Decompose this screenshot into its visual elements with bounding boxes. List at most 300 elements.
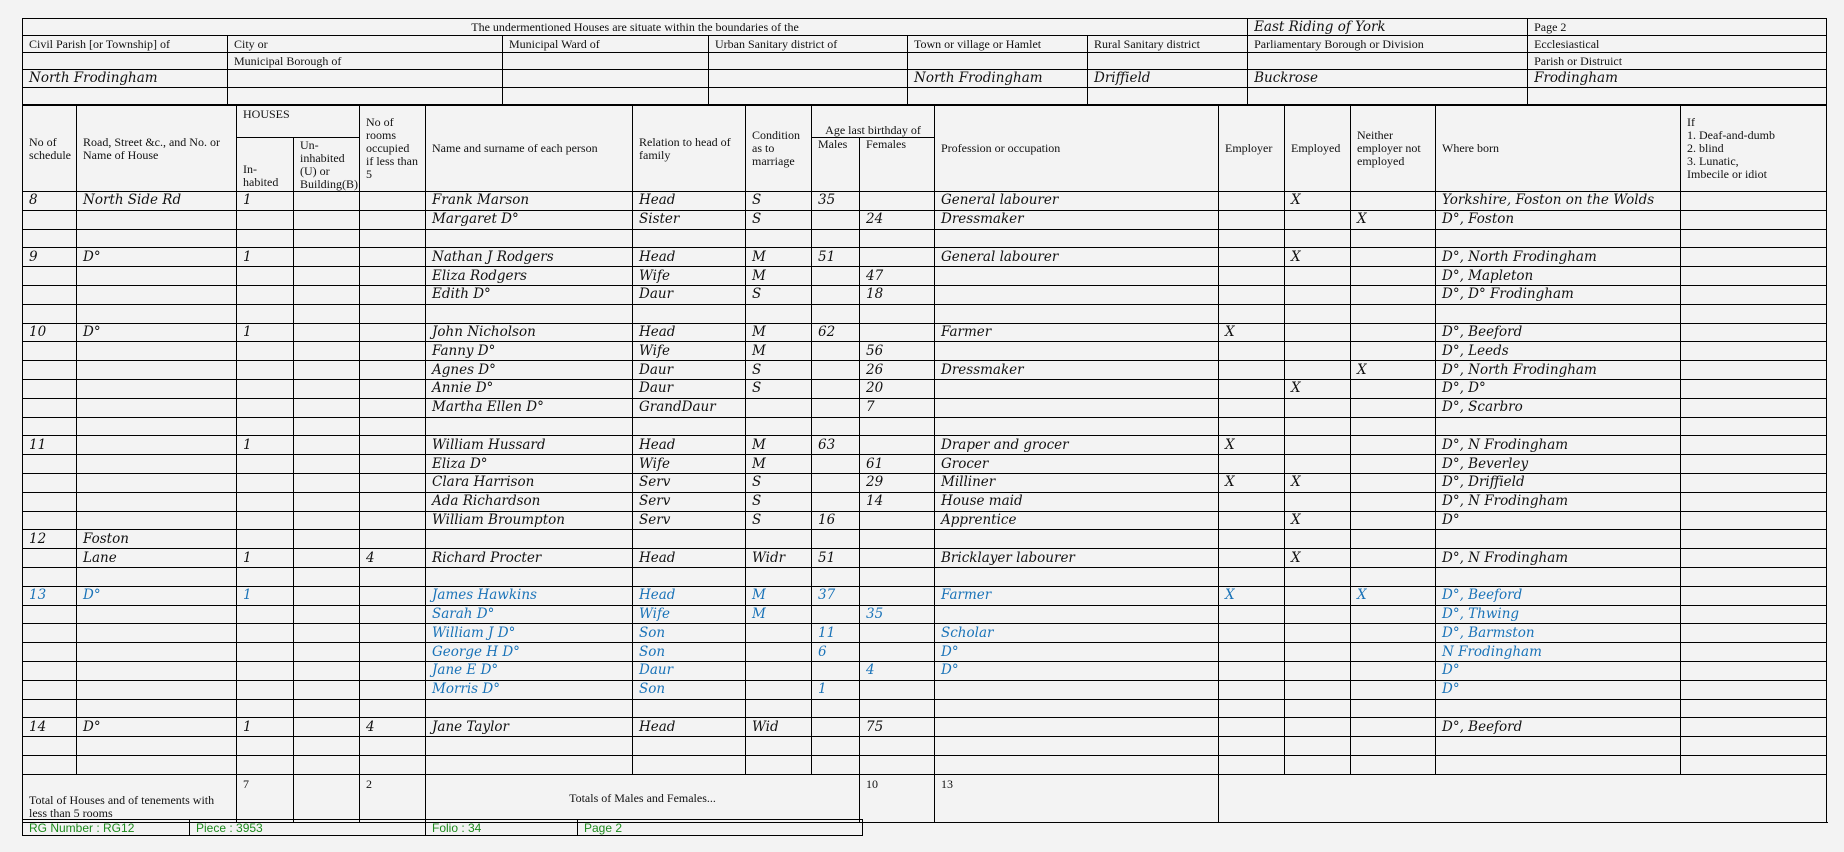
cell-where-born xyxy=(1436,567,1681,586)
cell-schedule xyxy=(23,699,77,718)
cell-inhabited xyxy=(237,530,294,549)
cell-relation: Head xyxy=(633,586,746,605)
cell-condition: M xyxy=(746,342,812,361)
cell-where-born xyxy=(1436,737,1681,756)
cell-rooms xyxy=(360,379,426,398)
cell-infirmity xyxy=(1681,436,1827,455)
cell-employer-mark xyxy=(1219,285,1285,304)
table-row xyxy=(23,699,1827,718)
cell-road xyxy=(77,455,237,474)
cell-males-age xyxy=(812,473,860,492)
cell-neither-mark: X xyxy=(1351,361,1436,380)
cell-employer-mark xyxy=(1219,192,1285,211)
cell-relation xyxy=(633,567,746,586)
cell-males-age xyxy=(812,417,860,436)
cell-females-age: 18 xyxy=(860,285,935,304)
cell-rooms xyxy=(360,473,426,492)
cell-inhabited xyxy=(237,492,294,511)
cell-inhabited xyxy=(237,643,294,662)
cell-person-name: James Hawkins xyxy=(426,586,633,605)
cell-profession xyxy=(935,718,1219,737)
cell-infirmity xyxy=(1681,304,1827,323)
cell-males-age xyxy=(812,285,860,304)
cell-inhabited xyxy=(237,624,294,643)
cell-males-age xyxy=(812,755,860,774)
cell-employer-mark xyxy=(1219,530,1285,549)
cell-where-born: D°, Beverley xyxy=(1436,455,1681,474)
cell-where-born: D°, Beeford xyxy=(1436,718,1681,737)
cell-infirmity xyxy=(1681,680,1827,699)
cell-employer-mark xyxy=(1219,304,1285,323)
cell-employed-mark: X xyxy=(1285,511,1351,530)
cell-profession xyxy=(935,417,1219,436)
cell-road: D° xyxy=(77,323,237,342)
cell-males-age xyxy=(812,492,860,511)
table-row xyxy=(23,323,1827,342)
cell-employed-mark xyxy=(1285,586,1351,605)
cell-person-name xyxy=(426,737,633,756)
cell-infirmity xyxy=(1681,699,1827,718)
cell-profession xyxy=(935,285,1219,304)
cell-neither-mark xyxy=(1351,398,1436,417)
cell-road xyxy=(77,436,237,455)
cell-condition xyxy=(746,398,812,417)
cell-rooms xyxy=(360,624,426,643)
cell-road xyxy=(77,492,237,511)
cell-infirmity xyxy=(1681,323,1827,342)
cell-neither-mark xyxy=(1351,229,1436,248)
footer-piece: Piece : 3953 xyxy=(190,820,426,836)
cell-relation: Wife xyxy=(633,267,746,286)
cell-where-born: D°, Mapleton xyxy=(1436,267,1681,286)
cell-inhabited: 1 xyxy=(237,586,294,605)
cell-employer-mark xyxy=(1219,417,1285,436)
cell-person-name: Annie D° xyxy=(426,379,633,398)
cell-person-name: William Broumpton xyxy=(426,511,633,530)
cell-neither-mark xyxy=(1351,285,1436,304)
cell-condition: M xyxy=(746,605,812,624)
footer-page: Page 2 xyxy=(578,820,863,836)
cell-profession: General labourer xyxy=(935,192,1219,211)
cell-condition xyxy=(746,304,812,323)
cell-employed-mark xyxy=(1285,398,1351,417)
cell-condition xyxy=(746,755,812,774)
source-footer xyxy=(22,819,863,836)
cell-employer-mark: X xyxy=(1219,586,1285,605)
cell-where-born: D°, North Frodingham xyxy=(1436,248,1681,267)
cell-neither-mark xyxy=(1351,342,1436,361)
table-row xyxy=(23,436,1827,455)
cell-females-age: 20 xyxy=(860,379,935,398)
cell-relation: Son xyxy=(633,680,746,699)
cell-males-age: 51 xyxy=(812,549,860,568)
cell-rooms xyxy=(360,492,426,511)
cell-condition: S xyxy=(746,379,812,398)
cell-neither-mark xyxy=(1351,511,1436,530)
cell-relation: Head xyxy=(633,549,746,568)
cell-where-born: D°, Leeds xyxy=(1436,342,1681,361)
cell-uninhabited xyxy=(294,718,360,737)
cell-inhabited xyxy=(237,361,294,380)
cell-condition: M xyxy=(746,455,812,474)
table-row xyxy=(23,549,1827,568)
cell-uninhabited xyxy=(294,248,360,267)
table-row xyxy=(23,473,1827,492)
header-page-label: Page 2 xyxy=(1528,19,1827,36)
cell-neither-mark xyxy=(1351,755,1436,774)
cell-schedule xyxy=(23,643,77,662)
cell-profession: Scholar xyxy=(935,624,1219,643)
cell-where-born: Yorkshire, Foston on the Wolds xyxy=(1436,192,1681,211)
cell-person-name: Jane Taylor xyxy=(426,718,633,737)
cell-condition: S xyxy=(746,285,812,304)
cell-employer-mark xyxy=(1219,492,1285,511)
cell-inhabited xyxy=(237,567,294,586)
cell-schedule xyxy=(23,304,77,323)
cell-uninhabited xyxy=(294,624,360,643)
cell-relation: Head xyxy=(633,436,746,455)
cell-rooms xyxy=(360,192,426,211)
cell-rooms xyxy=(360,755,426,774)
table-row xyxy=(23,605,1827,624)
cell-males-age: 11 xyxy=(812,624,860,643)
cell-employer-mark xyxy=(1219,567,1285,586)
cell-employer-mark xyxy=(1219,755,1285,774)
label-town-village: Town or village or Hamlet xyxy=(908,36,1088,53)
cell-employer-mark xyxy=(1219,398,1285,417)
cell-profession xyxy=(935,755,1219,774)
cell-condition: M xyxy=(746,586,812,605)
cell-condition xyxy=(746,680,812,699)
cell-profession xyxy=(935,530,1219,549)
label-parliamentary: Parliamentary Borough or Division xyxy=(1248,36,1528,53)
cell-person-name xyxy=(426,699,633,718)
cell-where-born: D°, N Frodingham xyxy=(1436,436,1681,455)
cell-profession xyxy=(935,304,1219,323)
cell-inhabited: 1 xyxy=(237,718,294,737)
cell-females-age: 4 xyxy=(860,661,935,680)
cell-neither-mark: X xyxy=(1351,586,1436,605)
cell-profession: D° xyxy=(935,643,1219,662)
col-schedule: No of schedule xyxy=(23,106,77,192)
cell-condition xyxy=(746,624,812,643)
col-age: Age last birthday of xyxy=(812,106,935,138)
cell-females-age: 47 xyxy=(860,267,935,286)
cell-schedule xyxy=(23,361,77,380)
cell-employed-mark xyxy=(1285,643,1351,662)
cell-males-age: 37 xyxy=(812,586,860,605)
cell-relation: GrandDaur xyxy=(633,398,746,417)
cell-females-age xyxy=(860,643,935,662)
cell-males-age xyxy=(812,267,860,286)
cell-person-name: Frank Marson xyxy=(426,192,633,211)
cell-road xyxy=(77,567,237,586)
cell-person-name: Margaret D° xyxy=(426,210,633,229)
cell-uninhabited xyxy=(294,643,360,662)
cell-condition xyxy=(746,699,812,718)
cell-relation: Head xyxy=(633,192,746,211)
census-table xyxy=(22,105,1827,823)
cell-females-age: 61 xyxy=(860,455,935,474)
cell-uninhabited xyxy=(294,661,360,680)
cell-males-age: 1 xyxy=(812,680,860,699)
cell-infirmity xyxy=(1681,718,1827,737)
cell-rooms xyxy=(360,661,426,680)
table-row xyxy=(23,304,1827,323)
cell-where-born: D° xyxy=(1436,680,1681,699)
cell-person-name: William Hussard xyxy=(426,436,633,455)
cell-schedule xyxy=(23,417,77,436)
cell-person-name xyxy=(426,755,633,774)
cell-infirmity xyxy=(1681,605,1827,624)
cell-road xyxy=(77,210,237,229)
cell-neither-mark xyxy=(1351,624,1436,643)
cell-rooms xyxy=(360,699,426,718)
label-rural-sanitary: Rural Sanitary district xyxy=(1088,36,1248,53)
cell-females-age: 29 xyxy=(860,473,935,492)
cell-schedule xyxy=(23,755,77,774)
cell-relation: Daur xyxy=(633,661,746,680)
cell-inhabited: 1 xyxy=(237,323,294,342)
cell-inhabited xyxy=(237,661,294,680)
cell-employer-mark xyxy=(1219,361,1285,380)
cell-profession xyxy=(935,342,1219,361)
cell-neither-mark: X xyxy=(1351,210,1436,229)
cell-infirmity xyxy=(1681,755,1827,774)
cell-employer-mark: X xyxy=(1219,436,1285,455)
cell-uninhabited xyxy=(294,361,360,380)
cell-males-age xyxy=(812,718,860,737)
col-if-1: 1. Deaf-and-dumb xyxy=(1687,128,1775,142)
cell-relation: Head xyxy=(633,718,746,737)
cell-where-born xyxy=(1436,229,1681,248)
col-rooms: No of rooms occupied if less than 5 xyxy=(360,106,426,192)
cell-employed-mark xyxy=(1285,342,1351,361)
cell-where-born xyxy=(1436,699,1681,718)
cell-person-name: Eliza D° xyxy=(426,455,633,474)
cell-profession: Bricklayer labourer xyxy=(935,549,1219,568)
cell-profession xyxy=(935,737,1219,756)
cell-relation: Serv xyxy=(633,511,746,530)
cell-schedule xyxy=(23,398,77,417)
cell-neither-mark xyxy=(1351,661,1436,680)
value-parliamentary: Buckrose xyxy=(1248,70,1528,88)
cell-rooms xyxy=(360,398,426,417)
totals-label: Total of Houses and of tenements with less than 5 rooms xyxy=(23,774,237,822)
cell-person-name: Martha Ellen D° xyxy=(426,398,633,417)
cell-road xyxy=(77,361,237,380)
cell-employed-mark xyxy=(1285,455,1351,474)
cell-uninhabited xyxy=(294,455,360,474)
cell-neither-mark xyxy=(1351,737,1436,756)
cell-uninhabited xyxy=(294,379,360,398)
cell-inhabited: 1 xyxy=(237,192,294,211)
cell-infirmity xyxy=(1681,417,1827,436)
cell-road xyxy=(77,737,237,756)
cell-relation: Daur xyxy=(633,379,746,398)
cell-neither-mark xyxy=(1351,417,1436,436)
cell-employed-mark xyxy=(1285,718,1351,737)
cell-rooms: 4 xyxy=(360,718,426,737)
cell-employer-mark xyxy=(1219,661,1285,680)
cell-males-age xyxy=(812,699,860,718)
cell-neither-mark xyxy=(1351,323,1436,342)
cell-road: Lane xyxy=(77,549,237,568)
cell-person-name: Sarah D° xyxy=(426,605,633,624)
cell-person-name: Edith D° xyxy=(426,285,633,304)
cell-employed-mark: X xyxy=(1285,473,1351,492)
col-if-2: 2. blind xyxy=(1687,141,1724,155)
cell-condition xyxy=(746,530,812,549)
cell-rooms xyxy=(360,229,426,248)
cell-infirmity xyxy=(1681,192,1827,211)
cell-males-age: 51 xyxy=(812,248,860,267)
totals-females: 13 xyxy=(935,774,1219,822)
cell-employed-mark xyxy=(1285,661,1351,680)
cell-males-age xyxy=(812,379,860,398)
cell-uninhabited xyxy=(294,417,360,436)
cell-uninhabited xyxy=(294,229,360,248)
cell-schedule xyxy=(23,511,77,530)
cell-uninhabited xyxy=(294,511,360,530)
cell-where-born: D°, N Frodingham xyxy=(1436,492,1681,511)
cell-where-born: D°, Driffield xyxy=(1436,473,1681,492)
cell-employer-mark xyxy=(1219,248,1285,267)
cell-person-name xyxy=(426,530,633,549)
label-municipal-borough: Municipal Borough of xyxy=(228,53,503,70)
cell-inhabited xyxy=(237,511,294,530)
cell-road: D° xyxy=(77,718,237,737)
cell-road xyxy=(77,304,237,323)
cell-condition: S xyxy=(746,192,812,211)
cell-employer-mark xyxy=(1219,680,1285,699)
table-row xyxy=(23,379,1827,398)
cell-relation: Wife xyxy=(633,605,746,624)
label-ecclesiastical: Ecclesiastical xyxy=(1528,36,1827,53)
cell-rooms xyxy=(360,248,426,267)
cell-females-age xyxy=(860,737,935,756)
cell-where-born: D°, D° xyxy=(1436,379,1681,398)
cell-neither-mark xyxy=(1351,718,1436,737)
cell-infirmity xyxy=(1681,567,1827,586)
cell-condition xyxy=(746,229,812,248)
cell-person-name: Fanny D° xyxy=(426,342,633,361)
cell-relation: Wife xyxy=(633,455,746,474)
cell-road xyxy=(77,398,237,417)
cell-employed-mark xyxy=(1285,304,1351,323)
cell-relation: Wife xyxy=(633,342,746,361)
cell-males-age: 16 xyxy=(812,511,860,530)
label-civil-parish: Civil Parish [or Township] of xyxy=(23,36,228,53)
cell-neither-mark xyxy=(1351,549,1436,568)
cell-where-born: D°, Barmston xyxy=(1436,624,1681,643)
cell-inhabited xyxy=(237,605,294,624)
cell-inhabited xyxy=(237,342,294,361)
cell-profession: Farmer xyxy=(935,323,1219,342)
cell-schedule xyxy=(23,379,77,398)
cell-profession xyxy=(935,605,1219,624)
cell-rooms xyxy=(360,210,426,229)
cell-females-age xyxy=(860,680,935,699)
cell-person-name: Ada Richardson xyxy=(426,492,633,511)
label-city: City or xyxy=(228,36,503,53)
cell-employed-mark xyxy=(1285,285,1351,304)
cell-females-age: 75 xyxy=(860,718,935,737)
cell-males-age xyxy=(812,398,860,417)
cell-road: North Side Rd xyxy=(77,192,237,211)
cell-neither-mark xyxy=(1351,530,1436,549)
col-if xyxy=(1681,106,1827,192)
cell-profession: Grocer xyxy=(935,455,1219,474)
cell-inhabited xyxy=(237,267,294,286)
cell-employed-mark: X xyxy=(1285,192,1351,211)
cell-employer-mark xyxy=(1219,643,1285,662)
cell-relation xyxy=(633,530,746,549)
cell-females-age xyxy=(860,549,935,568)
cell-person-name: Jane E D° xyxy=(426,661,633,680)
cell-employed-mark xyxy=(1285,323,1351,342)
label-municipal-ward: Municipal Ward of xyxy=(503,36,709,53)
cell-employer-mark xyxy=(1219,229,1285,248)
header-intro: The undermentioned Houses are situate within the boundaries of the xyxy=(23,19,1248,36)
cell-rooms xyxy=(360,267,426,286)
cell-schedule xyxy=(23,605,77,624)
cell-schedule xyxy=(23,661,77,680)
cell-inhabited xyxy=(237,304,294,323)
cell-where-born: D°, Foston xyxy=(1436,210,1681,229)
cell-employer-mark: X xyxy=(1219,473,1285,492)
cell-employer-mark xyxy=(1219,267,1285,286)
cell-rooms xyxy=(360,304,426,323)
cell-neither-mark xyxy=(1351,455,1436,474)
cell-where-born: D°, North Frodingham xyxy=(1436,361,1681,380)
cell-males-age xyxy=(812,210,860,229)
cell-schedule: 11 xyxy=(23,436,77,455)
cell-rooms xyxy=(360,285,426,304)
cell-males-age: 62 xyxy=(812,323,860,342)
cell-schedule xyxy=(23,229,77,248)
cell-employer-mark: X xyxy=(1219,323,1285,342)
cell-road: D° xyxy=(77,248,237,267)
col-where-born: Where born xyxy=(1436,106,1681,192)
cell-employer-mark xyxy=(1219,342,1285,361)
cell-inhabited xyxy=(237,210,294,229)
cell-females-age xyxy=(860,304,935,323)
cell-females-age xyxy=(860,436,935,455)
cell-neither-mark xyxy=(1351,680,1436,699)
cell-neither-mark xyxy=(1351,567,1436,586)
cell-employed-mark xyxy=(1285,624,1351,643)
cell-uninhabited xyxy=(294,473,360,492)
cell-employer-mark xyxy=(1219,737,1285,756)
cell-relation: Serv xyxy=(633,473,746,492)
cell-schedule: 10 xyxy=(23,323,77,342)
table-row xyxy=(23,680,1827,699)
cell-relation: Son xyxy=(633,624,746,643)
cell-employed-mark: X xyxy=(1285,549,1351,568)
cell-infirmity xyxy=(1681,229,1827,248)
cell-infirmity xyxy=(1681,492,1827,511)
cell-where-born: D° xyxy=(1436,511,1681,530)
cell-rooms xyxy=(360,605,426,624)
cell-road: Foston xyxy=(77,530,237,549)
col-profession: Profession or occupation xyxy=(935,106,1219,192)
cell-infirmity xyxy=(1681,455,1827,474)
cell-rooms xyxy=(360,680,426,699)
cell-males-age: 6 xyxy=(812,643,860,662)
cell-females-age: 14 xyxy=(860,492,935,511)
cell-relation: Daur xyxy=(633,361,746,380)
